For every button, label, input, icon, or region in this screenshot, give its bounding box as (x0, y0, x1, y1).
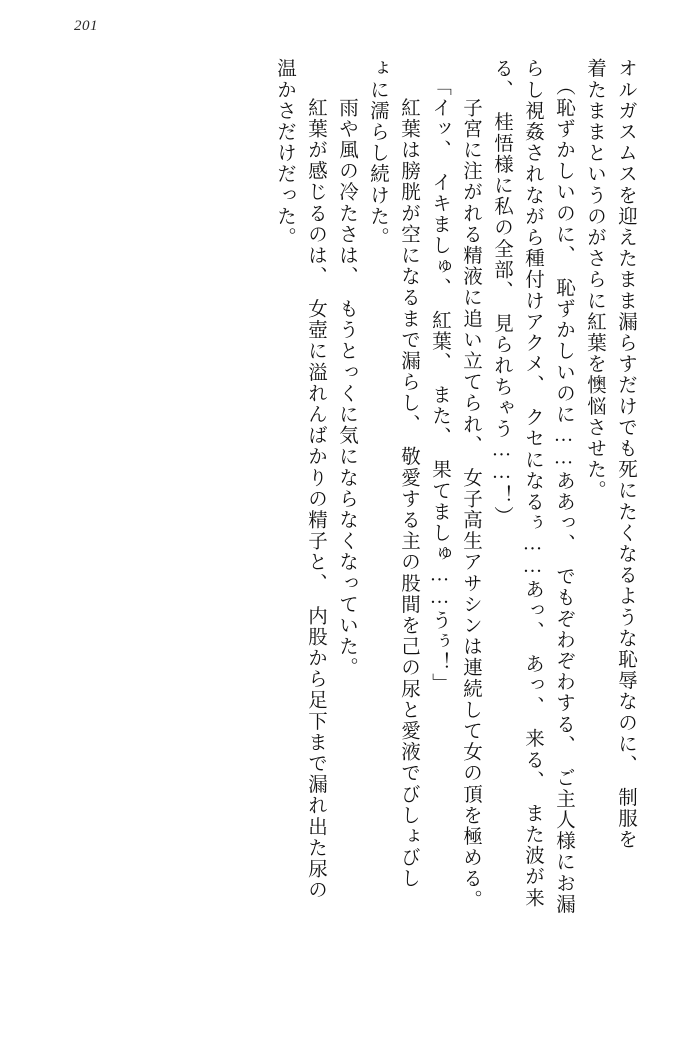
text-line: 着たままというのがさらに紅葉を懊悩させた。 (584, 58, 605, 502)
text-line: 紅葉が感じるのは、 女壺に溢れんばかりの精子と、 内股から足下まで漏れ出た尿の (305, 76, 326, 901)
text-line: 雨や風の冷たさは、 もうとっくに気にならなくなっていた。 (336, 76, 357, 679)
vertical-body-text (75, 58, 635, 1018)
text-line: 紅葉は膀胱が空になるまで漏らし、 敬愛する主の股間を己の尿と愛液でびしょびし (398, 76, 419, 890)
text-line: 子宮に注がれる精液に追い立てられ、 女子高生アサシンは連続して女の頂を極める。 (460, 76, 481, 911)
text-line: 温かさだけだった。 (274, 58, 295, 248)
text-line: （恥ずかしいのに、 恥ずかしいのに……ああっ、 でもぞわぞわする、 ご主人様にお漏 (553, 76, 574, 915)
text-line: オルガスムスを迎えたまま漏らすだけでも死にたくなるような恥辱なのに、 制服を (615, 58, 636, 851)
page-number: 201 (74, 18, 98, 34)
text-line: 「イッ、 イキましゅ、 紅葉、 また、 果てましゅ……うぅ！」 (429, 76, 450, 695)
text-line: らし視姦されながら種付けアクメ、 クセになるぅ……あっ、 あっ、 来る、 また波が来 (522, 58, 543, 909)
text-line: ょに濡らし続けた。 (367, 58, 388, 248)
text-line: る、 桂悟様に私の全部、 見られちゃう……！） (491, 58, 512, 527)
